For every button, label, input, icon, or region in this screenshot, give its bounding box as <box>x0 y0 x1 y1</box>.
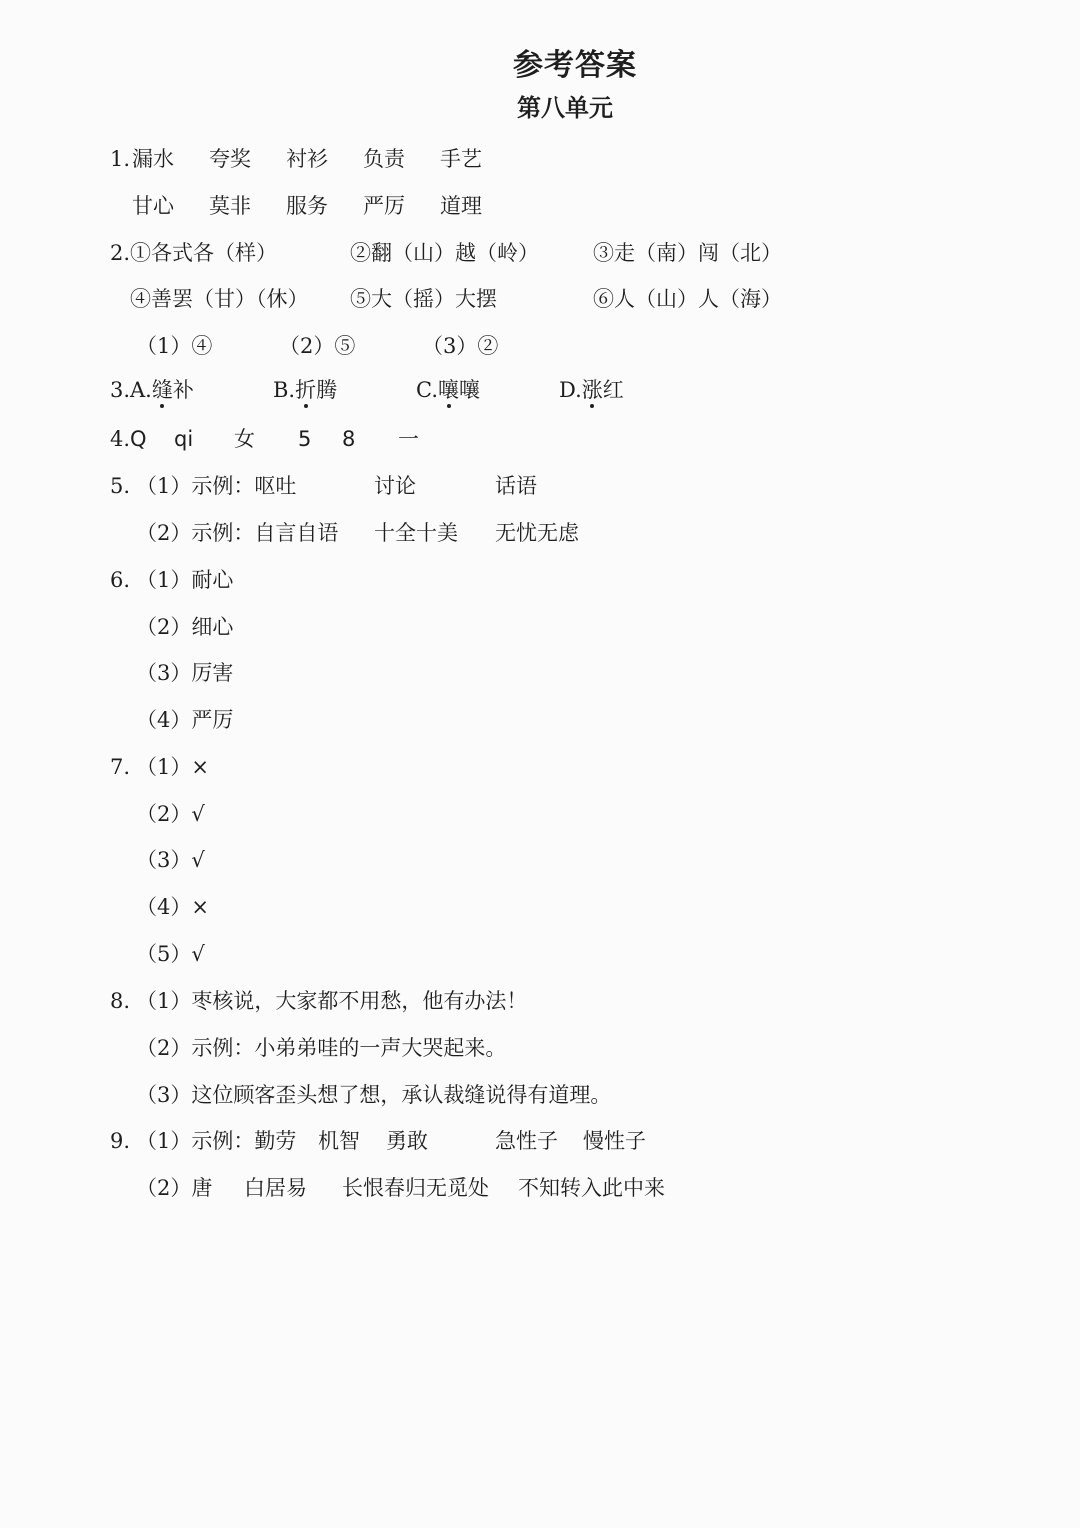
answer-word: 漏水 <box>132 147 174 171</box>
judgement-answer: （5）√ <box>136 942 205 966</box>
question-number: 4. <box>110 427 131 451</box>
question-number: 7. <box>110 755 131 779</box>
example-answer: 慢性子 <box>583 1129 646 1153</box>
judgement-answer: （4）× <box>136 895 209 919</box>
sentence-answer: （1）枣核说，大家都不用愁，他有办法！ <box>136 989 528 1013</box>
option-d <box>559 376 624 404</box>
sentence-answer: （2）示例：小弟弟哇的一声大哭起来。 <box>136 1036 507 1060</box>
question-number: 3. <box>110 378 131 402</box>
answer-word: 负责 <box>363 147 405 171</box>
option-letter: D. <box>559 378 582 402</box>
sub-answer: （1）耐心 <box>136 568 234 592</box>
option-letter: A. <box>130 378 152 402</box>
question-number: 6. <box>110 568 131 592</box>
answer-char: 一 <box>398 427 419 451</box>
dotted-char: 折 <box>295 378 317 402</box>
example-answer: （1）示例：勤劳 <box>136 1129 297 1153</box>
example-answer: 讨论 <box>374 474 416 498</box>
idiom-answer: ②翻（山）越（岭） <box>350 241 539 265</box>
answer-number: 8 <box>342 427 356 451</box>
answer-word: 严厉 <box>363 194 405 218</box>
idiom-answer: ④善罢（甘）（休） <box>130 287 309 311</box>
sub-answer: （2）细心 <box>136 615 234 639</box>
option-rest: 补 <box>172 378 194 402</box>
judgement-answer: （2）√ <box>136 802 205 826</box>
option-rest: 腾 <box>316 378 338 402</box>
question-number: 1. <box>110 147 131 171</box>
sub-answer: （3）② <box>422 334 499 358</box>
example-answer: （2）示例：自言自语 <box>136 521 339 545</box>
example-answer: 勇敢 <box>386 1129 428 1153</box>
answer-word: 衬衫 <box>286 147 328 171</box>
idiom-answer: ⑤大（摇）大摆 <box>350 287 497 311</box>
question-number: 5. <box>110 474 131 498</box>
idiom-answer: ③走（南）闯（北） <box>593 241 782 265</box>
answer-word: 莫非 <box>209 194 251 218</box>
answer-radical: 女 <box>234 427 255 451</box>
option-c <box>416 376 480 404</box>
question-number: 8. <box>110 989 131 1013</box>
option-letter: B. <box>273 378 296 402</box>
answer-word: 手艺 <box>440 147 482 171</box>
option-rest: 红 <box>602 378 624 402</box>
example-answer: 机智 <box>318 1129 360 1153</box>
answer-word: 夸奖 <box>209 147 251 171</box>
answer-pinyin: qi <box>174 427 194 451</box>
unit-subtitle: 第八单元 <box>517 93 613 122</box>
judgement-answer: （3）√ <box>136 848 205 872</box>
poem-answer: 长恨春归无觅处 <box>342 1176 489 1200</box>
answer-number: 5 <box>298 427 312 451</box>
example-answer: 无忧无虑 <box>495 521 579 545</box>
dotted-char: 涨 <box>581 378 603 402</box>
poem-answer: （2）唐 <box>136 1176 213 1200</box>
option-letter: C. <box>416 378 438 402</box>
option-a <box>130 376 194 404</box>
page-title: 参考答案 <box>513 48 637 83</box>
answer-word: 道理 <box>440 194 482 218</box>
sub-answer: （4）严厉 <box>136 708 234 732</box>
answer-word: 服务 <box>286 194 328 218</box>
dotted-char: 嚷 <box>438 378 459 402</box>
question-number: 9. <box>110 1129 131 1153</box>
example-answer: 十全十美 <box>374 521 458 545</box>
sentence-answer: （3）这位顾客歪头想了想，承认裁缝说得有道理。 <box>136 1083 612 1107</box>
poem-answer: 不知转入此中来 <box>518 1176 665 1200</box>
dotted-char: 缝 <box>151 378 173 402</box>
example-answer: 话语 <box>495 474 537 498</box>
option-b <box>273 376 337 404</box>
idiom-answer: ①各式各（样） <box>130 241 277 265</box>
question-number: 2. <box>110 241 131 265</box>
sub-answer: （1）④ <box>136 334 213 358</box>
example-answer: 急性子 <box>495 1129 558 1153</box>
sub-answer: （2）⑤ <box>279 334 356 358</box>
sub-answer: （3）厉害 <box>136 661 234 685</box>
poem-answer: 白居易 <box>244 1176 307 1200</box>
idiom-answer: ⑥人（山）人（海） <box>593 287 782 311</box>
option-rest: 嚷 <box>459 378 480 402</box>
answer-letter: Q <box>130 427 147 451</box>
answer-word: 甘心 <box>132 194 174 218</box>
example-answer: （1）示例：呕吐 <box>136 474 297 498</box>
judgement-answer: （1）× <box>136 755 209 779</box>
